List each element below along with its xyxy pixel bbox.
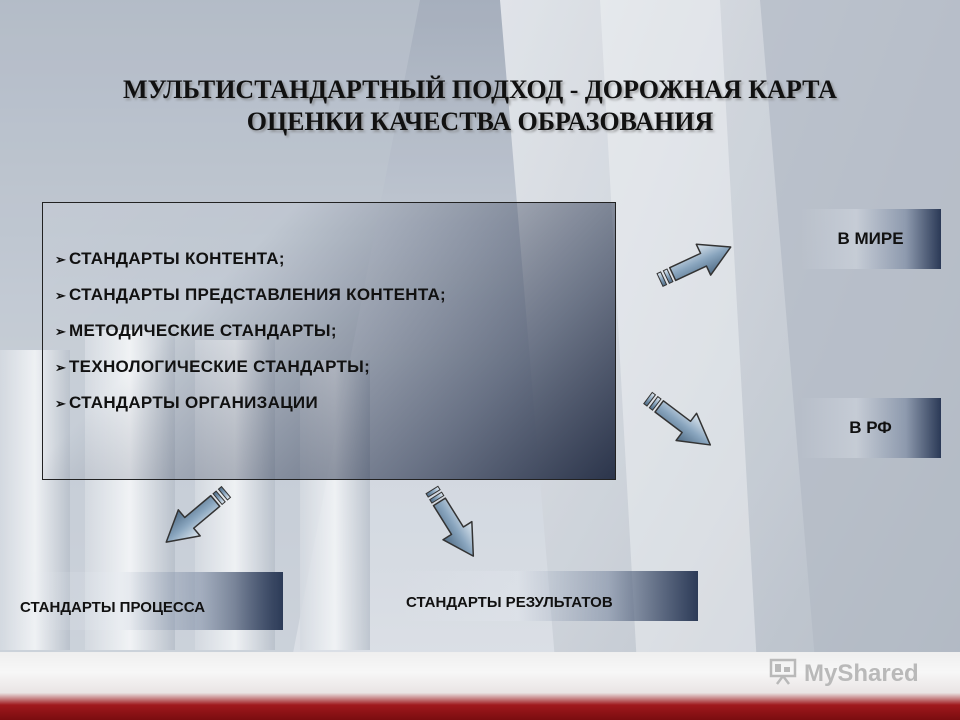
arrow-bullet-icon: ➢ (55, 288, 67, 303)
standard-label: СТАНДАРТЫ ПРЕДСТАВЛЕНИЯ КОНТЕНТА; (69, 285, 447, 304)
target-results-standards (398, 571, 698, 621)
target-world-label: В МИРЕ (837, 229, 904, 248)
target-rf (800, 398, 941, 458)
arrow-to-results-icon (418, 481, 488, 565)
standard-label: ТЕХНОЛОГИЧЕСКИЕ СТАНДАРТЫ; (69, 357, 371, 376)
presentation-board-icon (768, 657, 798, 692)
slide-title-line1: МУЛЬТИСТАНДАРТНЫЙ ПОДХОД - ДОРОЖНАЯ КАРТА (123, 75, 837, 104)
arrow-bullet-icon: ➢ (55, 360, 67, 375)
standard-label: СТАНДАРТЫ ОРГАНИЗАЦИИ (69, 393, 318, 412)
arrow-to-rf-icon (638, 384, 721, 458)
target-world (800, 209, 941, 269)
target-process-standards (10, 572, 283, 630)
arrow-bullet-icon: ➢ (55, 324, 67, 339)
target-process-label: СТАНДАРТЫ ПРОЦЕССА (20, 598, 206, 616)
target-rf-label: В РФ (849, 418, 892, 437)
arrow-to-world-icon (653, 232, 738, 296)
standard-label: МЕТОДИЧЕСКИЕ СТАНДАРТЫ; (69, 321, 337, 340)
arrow-to-process-icon (155, 479, 237, 555)
target-results-label: СТАНДАРТЫ РЕЗУЛЬТАТОВ (406, 593, 613, 611)
arrow-bullet-icon: ➢ (55, 252, 67, 267)
watermark-logo (768, 656, 919, 692)
standard-label: СТАНДАРТЫ КОНТЕНТА; (69, 249, 285, 268)
slide-title-line2: ОЦЕНКИ КАЧЕСТВА ОБРАЗОВАНИЯ (246, 107, 714, 136)
watermark-logo-text: MyShared (804, 660, 919, 687)
arrow-bullet-icon: ➢ (55, 396, 67, 411)
